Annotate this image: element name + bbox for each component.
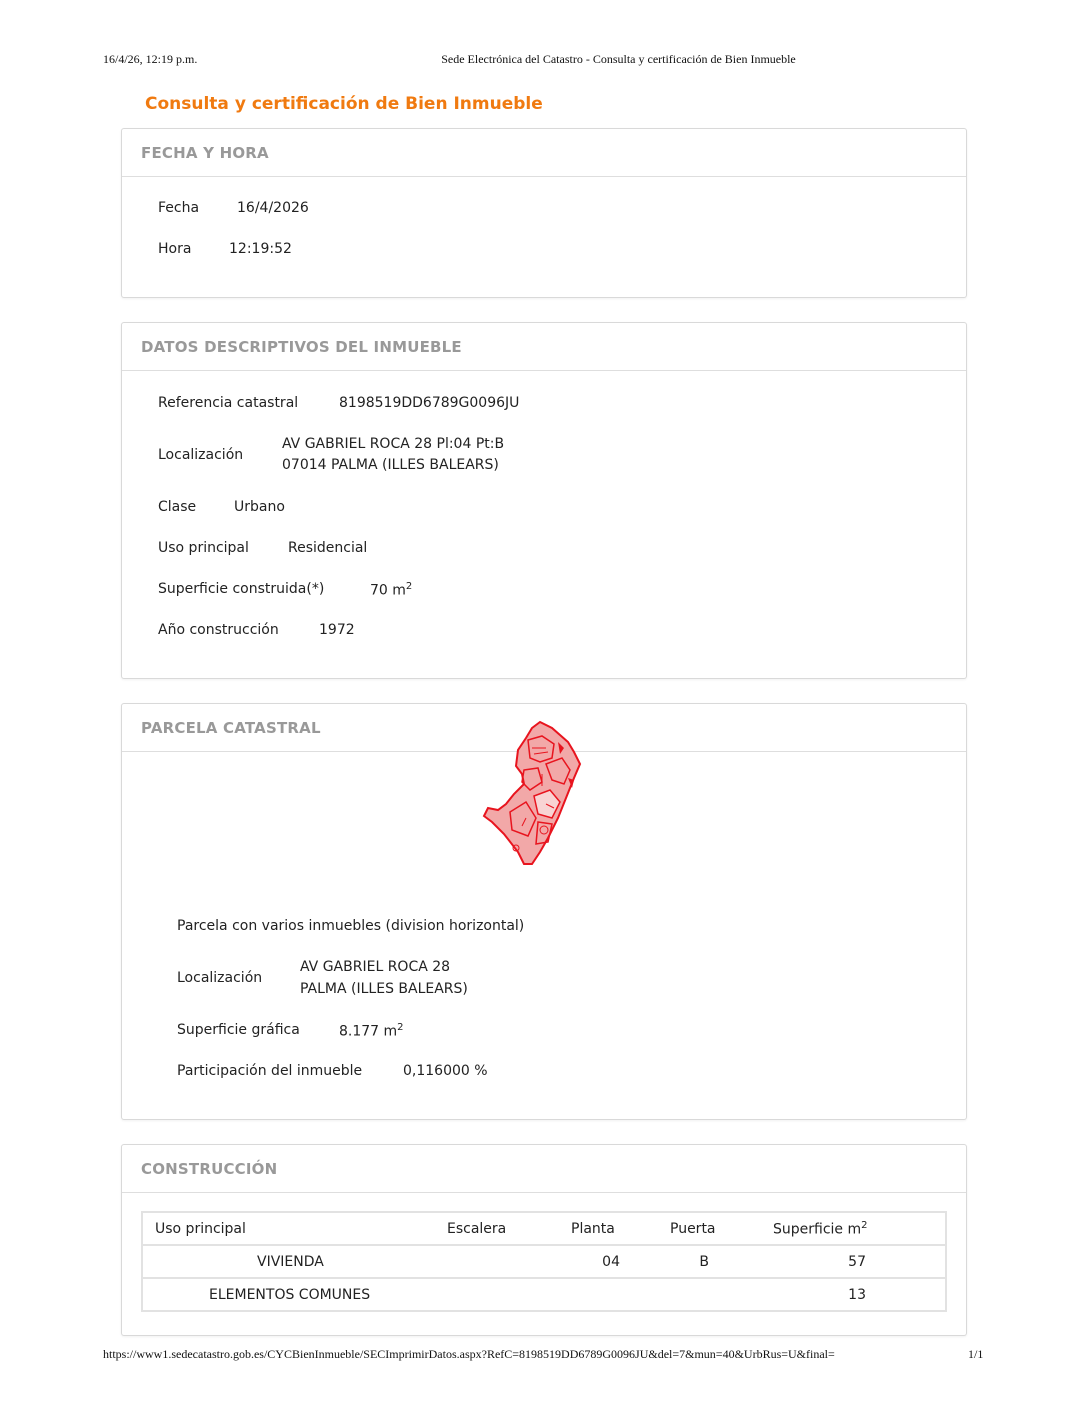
col-escalera: Escalera bbox=[447, 1212, 571, 1245]
panel-parcela-catastral bbox=[121, 703, 967, 1120]
anio-value: 1972 bbox=[319, 622, 355, 638]
localizacion-line2: 07014 PALMA (ILLES BALEARS) bbox=[282, 457, 499, 473]
print-date: 16/4/26, 12:19 p.m. bbox=[103, 52, 198, 66]
hora-value: 12:19:52 bbox=[229, 241, 292, 257]
participacion-value: 0,116000 % bbox=[403, 1063, 488, 1079]
col-uso-principal: Uso principal bbox=[142, 1212, 447, 1245]
parcela-superficie-value: 8.177 $m^2$ bbox=[339, 1022, 404, 1040]
parcela-localizacion-label: Localización bbox=[177, 970, 263, 986]
parcela-localizacion-line1: AV GABRIEL ROCA 28 bbox=[300, 959, 451, 975]
cell-superficie: 13 bbox=[773, 1278, 946, 1311]
localizacion-line1: AV GABRIEL ROCA 28 Pl:04 Pt:B bbox=[282, 436, 505, 452]
referencia-value: 8198519DD6789G0096JU bbox=[339, 395, 520, 411]
parcela-tipo: Parcela con varios inmuebles (division horizontal) bbox=[177, 918, 525, 934]
parcel-plot-image bbox=[482, 718, 622, 868]
parcela-localizacion-line2: PALMA (ILLES BALEARS) bbox=[300, 981, 468, 997]
uso-value: Residencial bbox=[288, 540, 368, 556]
col-puerta: Puerta bbox=[670, 1212, 773, 1245]
panel-fecha-hora bbox=[121, 128, 967, 298]
clase-label: Clase bbox=[158, 499, 197, 515]
panel-datos-descriptivos bbox=[121, 322, 967, 679]
panel-heading: FECHA Y HORA bbox=[122, 129, 966, 177]
parcela-superficie-label: Superficie gráfica bbox=[177, 1022, 300, 1038]
cell-planta: 04 bbox=[571, 1245, 670, 1278]
construccion-table bbox=[141, 1211, 947, 1312]
referencia-label: Referencia catastral bbox=[158, 395, 299, 411]
cell-uso: ELEMENTOS COMUNES bbox=[142, 1278, 447, 1311]
panel-heading: CONSTRUCCIÓN bbox=[122, 1145, 966, 1193]
cell-escalera bbox=[447, 1245, 571, 1278]
cell-planta bbox=[571, 1278, 670, 1311]
clase-value: Urbano bbox=[234, 499, 285, 515]
panel-construccion bbox=[121, 1144, 967, 1336]
superficie-label: Superficie construida(*) bbox=[158, 581, 325, 597]
panel-heading: DATOS DESCRIPTIVOS DEL INMUEBLE bbox=[122, 323, 966, 371]
superficie-value: 70 $m^2$ bbox=[370, 581, 413, 599]
table-row bbox=[142, 1278, 946, 1311]
localizacion-label: Localización bbox=[158, 447, 244, 463]
hora-label: Hora bbox=[158, 241, 192, 257]
fecha-value: 16/4/2026 bbox=[237, 200, 309, 216]
cell-escalera bbox=[447, 1278, 571, 1311]
anio-label: Año construcción bbox=[158, 622, 279, 638]
col-planta: Planta bbox=[571, 1212, 670, 1245]
fecha-label: Fecha bbox=[158, 200, 200, 216]
table-row bbox=[142, 1245, 946, 1278]
cell-uso: VIVIENDA bbox=[142, 1245, 447, 1278]
print-url: https://www1.sedecatastro.gob.es/CYCBienInmueble/SECImprimirDatos.aspx?RefC=8198519DD6789G0096JU&del=7&mun=40&UrbRus=U&final= bbox=[103, 1347, 835, 1361]
cell-puerta bbox=[670, 1278, 773, 1311]
cell-superficie: 57 bbox=[773, 1245, 946, 1278]
table-header-row bbox=[142, 1212, 946, 1245]
cell-puerta: B bbox=[670, 1245, 773, 1278]
col-superficie: Superficie $m^2$ bbox=[773, 1212, 946, 1245]
panel-heading: PARCELA CATASTRAL bbox=[122, 704, 966, 752]
page-title: Consulta y certificación de Bien Inmueble bbox=[145, 94, 543, 114]
parcel-map-icon bbox=[482, 718, 622, 868]
print-page-title: Sede Electrónica del Catastro - Consulta y certificación de Bien Inmueble bbox=[441, 52, 796, 66]
uso-label: Uso principal bbox=[158, 540, 249, 556]
participacion-label: Participación del inmueble bbox=[177, 1063, 363, 1079]
print-page-number: 1/1 bbox=[968, 1347, 984, 1361]
